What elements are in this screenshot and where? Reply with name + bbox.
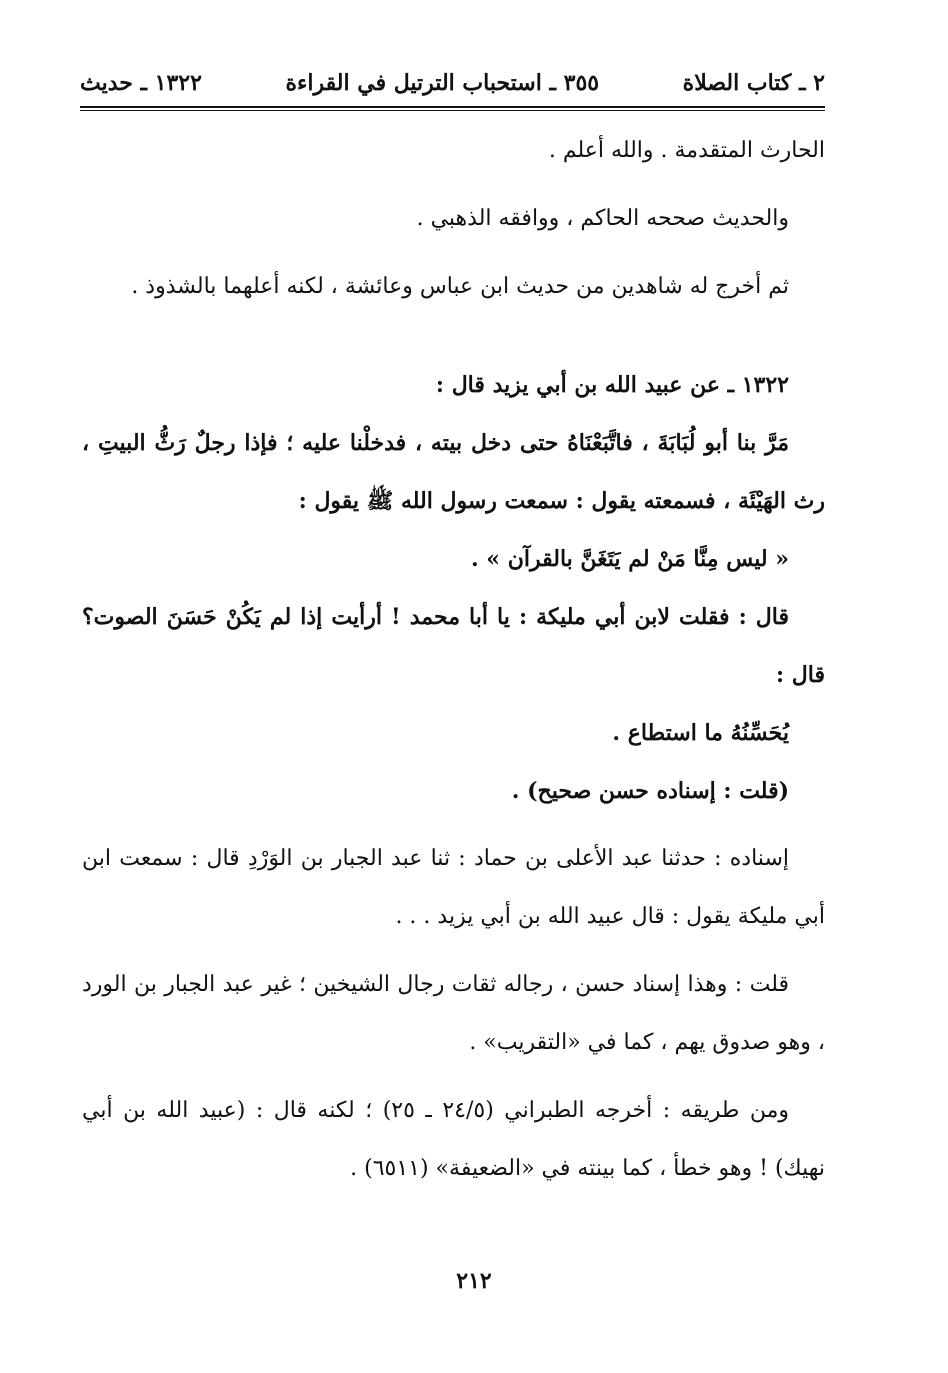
source-paragraph: ومن طريقه : أخرجه الطبراني (٢٤/٥ ـ ٢٥) ؛ لكنه قال : (عبيد الله بن أبي نهيك) ! وهو خطأ ، كما بينته في «الضعيفة» (٦٥١١) . [82, 1098, 825, 1181]
hadith-text-quote: « ليس مِنَّا مَنْ لم يَتَغَنَّ بالقرآن » . [470, 546, 789, 572]
header-rule-thin [80, 110, 825, 111]
paragraph-authentication: والحديث صححه الحاكم ، ووافقه الذهبي . [416, 206, 789, 231]
hadith-number-line: ١٣٢٢ ـ عن عبيد الله بن أبي يزيد قال : [435, 372, 789, 398]
header-section: ٣٥٥ ـ استحباب الترتيل في القراءة [285, 70, 600, 96]
note-paragraph: قلت : وهذا إسناد حسن ، رجاله ثقات رجال الشيخين ؛ غير عبد الجبار بن الورد ، وهو صدوق يهم ، كما في «التقريب» . [82, 972, 825, 1055]
paragraph-continuation: الحارث المتقدمة . والله أعلم . [548, 138, 825, 163]
header-hadith: ١٣٢٢ ـ حديث [80, 70, 202, 96]
hadith-grading: (قلت : إسناده حسن صحيح) . [511, 778, 789, 804]
running-header [80, 62, 825, 104]
paragraph-witnesses: ثم أخرج له شاهدين من حديث ابن عباس وعائشة ، لكنه أعلهما بالشذوذ . [131, 274, 789, 299]
hadith-text-question: قال : فقلت لابن أبي مليكة : يا أبا محمد ! أرأيت إذا لم يَكُنْ حَسَنَ الصوت؟ قال : [82, 604, 825, 688]
page-number: ٢١٢ [456, 1268, 492, 1294]
header-rule [80, 106, 825, 108]
hadith-text-narration: مَرَّ بنا أبو لُبَابَةَ ، فاتَّبَعْنَاهُ حتى دخل بيته ، فدخلْنا عليه ؛ فإذا رجلٌ رَثُّ البيتِ ، رث الهَيْئَة ، فسمعته يقول : سمعت رسول الله ﷺ يقول : [82, 430, 825, 514]
hadith-text-answer: يُحَسِّنُهُ ما استطاع . [612, 720, 789, 746]
page-body [82, 122, 825, 1198]
header-chapter: ٢ ـ كتاب الصلاة [682, 70, 825, 96]
isnad-paragraph: إسناده : حدثنا عبد الأعلى بن حماد : ثنا عبد الجبار بن الوَرْدِ قال : سمعت ابن أبي مليكة يقول : قال عبيد الله بن أبي يزيد . . . [82, 846, 825, 929]
